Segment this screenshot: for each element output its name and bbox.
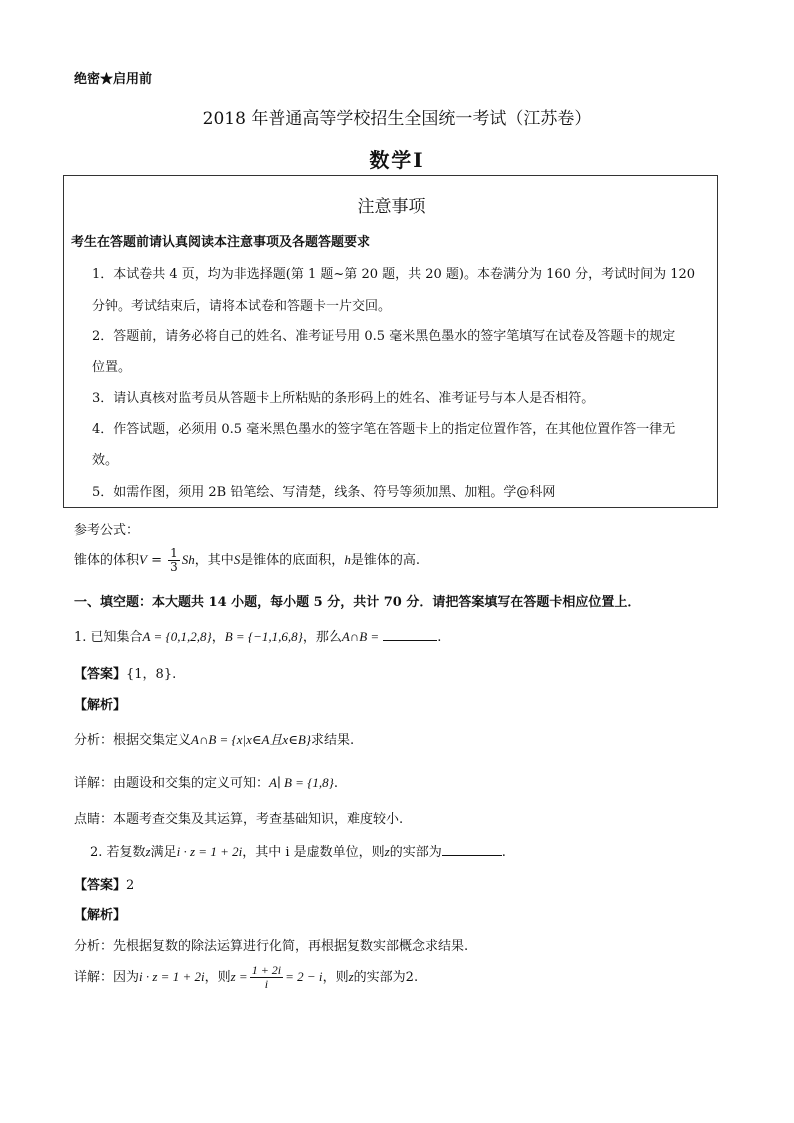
q1-analysis-tag: 【解析】 [74, 698, 127, 713]
notice-title: 注意事项 [357, 197, 426, 217]
notice-item-3: 3．请认真核对监考员从答题卡上所粘贴的条形码上的姓名、准考证号与本人是否相符。 [92, 391, 595, 406]
q1-answer [74, 663, 176, 682]
formula-mid2: 是锥体的底面积， [240, 553, 345, 568]
notice-item-4-cont: 效。 [92, 453, 119, 468]
q2-xiangjie-b: ，则 [204, 970, 231, 985]
q2-fraction [250, 964, 283, 991]
q1-fenxi-expr: A∩B = {x|x∈A且x∈B} [191, 732, 311, 747]
formula-V: V [139, 552, 147, 567]
q2-frac-den: i [264, 977, 269, 991]
formula-label: 参考公式： [74, 523, 140, 538]
notice-item-2-cont: 位置。 [92, 360, 132, 375]
q1-stem [74, 626, 441, 645]
q2-xiangjie-end: . [413, 970, 419, 985]
notice-item-5: 5．如需作图，须用 2B 铅笔绘、写清楚，线条、符号等须加黑、加粗。学@科网 [92, 485, 556, 500]
q1-answer-tag: 【答案】 [74, 667, 127, 682]
q1-setA: A = {0,1,2,8} [142, 629, 212, 644]
q2-fenxi: 分析：先根据复数的除法运算进行化简，再根据复数实部概念求结果. [74, 939, 469, 954]
q1-answer-blank [383, 630, 437, 641]
q1-stem-b: ，那么 [302, 630, 342, 645]
q1-xiangjie-b: . [333, 776, 338, 791]
q2-z-2: z [384, 844, 390, 859]
q2-xiangjie-z: z = [230, 969, 248, 984]
q2-stem-d: 的实部为 [389, 845, 442, 860]
notice-item-1-cont: 分钟。考试结束后，请将本试卷和答题卡一片交回。 [92, 299, 392, 314]
notice-intro: 考生在答题前请认真阅读本注意事项及各题答题要求 [71, 235, 371, 250]
q2-end: . [501, 845, 506, 860]
exam-subtitle: 数学Ⅰ [369, 148, 425, 172]
q2-xiangjie-a: 详解：因为 [74, 970, 140, 985]
q2-stem-b: 满足 [150, 845, 177, 860]
q1-sep: ， [211, 630, 225, 645]
q2-analysis-tag: 【解析】 [74, 908, 127, 923]
q2-z: z [145, 844, 151, 859]
q2-answer [74, 874, 134, 893]
formula-line [74, 544, 420, 577]
secret-label: 绝密★启用前 [74, 72, 153, 87]
q2-answer-blank [442, 845, 502, 856]
q2-xiangjie-d: ，则 [322, 970, 349, 985]
q2-answer-tag: 【答案】 [74, 878, 127, 893]
q2-answer-value: 2 [126, 878, 135, 893]
formula-frac-den: 3 [170, 560, 178, 574]
q2-xiangjie-eq: i · z = 1 + 2i [139, 969, 205, 984]
formula-mid3: 是锥体的高. [350, 553, 420, 568]
formula-prefix: 锥体的体积 [74, 553, 140, 568]
notice-item-1: 1．本试卷共 4 页，均为非选择题(第 1 题~第 20 题，共 20 题)。本卷满分为 160 分，考试时间为 120 [92, 267, 696, 282]
q1-xiangjie-expr: A∣ B = {1,8} [269, 775, 334, 790]
q2-eq: i · z = 1 + 2i [176, 844, 243, 859]
q1-expr: A∩B = [341, 629, 380, 644]
q2-stem-c: ，其中 i 是虚数单位，则 [242, 845, 385, 860]
q2-stem-a: 2. 若复数 [90, 845, 146, 860]
q1-dianjing: 点睛：本题考查交集及其运算，考查基础知识，难度较小. [74, 812, 404, 827]
q1-fenxi-a: 分析：根据交集定义 [74, 733, 192, 748]
q1-fenxi [74, 729, 354, 748]
q1-xiangjie-a: 详解：由题设和交集的定义可知： [74, 776, 270, 791]
formula-eq: = [146, 553, 167, 568]
q1-stem-a: 1. 已知集合 [74, 630, 143, 645]
q2-stem [90, 841, 506, 860]
section-heading: 一、填空题：本大题共 14 小题，每小题 5 分，共计 70 分．请把答案填写在答题卡相应位置上． [74, 595, 641, 610]
formula-fraction [168, 547, 180, 574]
q2-frac-num: 1 + 2i [251, 963, 282, 977]
q1-setB: B = {−1,1,6,8} [224, 629, 303, 644]
q2-xiangjie-e: 的实部为 [353, 970, 406, 985]
formula-Sh: Sh [181, 552, 195, 567]
exam-title: 2018 年普通高等学校招生全国统一考试（江苏卷） [202, 109, 592, 129]
q1-fenxi-b: 求结果. [310, 733, 355, 748]
formula-mid1: ，其中 [194, 553, 234, 568]
q2-xiangjie-val: 2 [405, 970, 414, 985]
q2-xiangjie-z2: z [348, 969, 354, 984]
q2-xiangjie [74, 960, 418, 995]
q1-xiangjie [74, 772, 338, 791]
q1-end: . [437, 630, 442, 645]
formula-frac-num: 1 [170, 546, 178, 560]
notice-item-2: 2．答题前，请务必将自己的姓名、准考证号用 0.5 毫米黑色墨水的签字笔填写在试卷及答题卡的规定 [92, 329, 676, 344]
notice-item-4: 4．作答试题，必须用 0.5 毫米黑色墨水的签字笔在答题卡上的指定位置作答，在其他位置作答一律无 [92, 422, 676, 437]
notice-box [63, 175, 718, 508]
q1-answer-value: {1，8}. [126, 667, 177, 682]
q2-xiangjie-c: = 2 − i [285, 969, 323, 984]
formula-S: S [233, 552, 241, 567]
formula-h: h [344, 552, 351, 567]
